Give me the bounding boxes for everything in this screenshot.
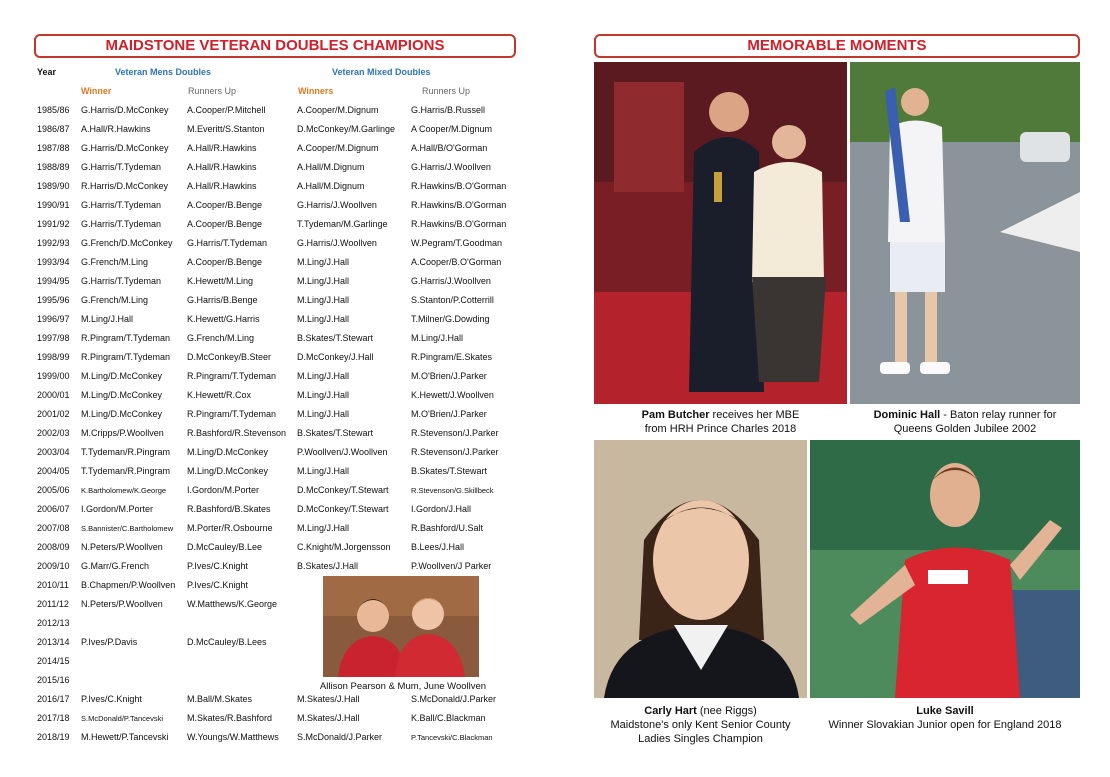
cell-mens-winner: G.Marr/G.French (81, 561, 150, 571)
mixed-runners-up-header: Runners Up (422, 86, 471, 96)
cell-mens-runner-up: A.Hall/R.Hawkins (187, 162, 257, 172)
luke-savill-photo (810, 440, 1080, 698)
cell-mens-runner-up: M.Ling/D.McConkey (187, 466, 269, 476)
cell-mixed-winner: M.Ling/J.Hall (297, 390, 350, 400)
cell-mens-runner-up: W.Matthews/K.George (187, 599, 278, 609)
cell-year: 2002/03 (37, 428, 70, 438)
cell-mens-winner: T.Tydeman/R.Pingram (81, 466, 171, 476)
dominic-hall-photo (850, 62, 1080, 404)
cell-year: 2018/19 (37, 732, 70, 742)
cell-mens-winner: P.Ives/C.Knight (81, 694, 142, 704)
dominic-hall-name: Dominic Hall (873, 409, 941, 421)
carly-hart-caption-text: (nee Riggs) (696, 705, 757, 717)
cell-mens-runner-up: D.McCauley/B.Lees (187, 637, 267, 647)
cell-mixed-winner: D.McConkey/T.Stewart (297, 504, 389, 514)
cell-year: 2001/02 (37, 409, 70, 419)
cell-mens-runner-up: R.Bashford/R.Stevenson (187, 428, 287, 438)
cell-year: 2015/16 (37, 675, 70, 685)
cell-mens-runner-up: W.Youngs/W.Matthews (187, 732, 279, 742)
cell-mixed-runner-up: R.Bashford/U.Salt (411, 523, 484, 533)
cell-mens-runner-up: I.Gordon/M.Porter (187, 485, 260, 495)
dominic-hall-image (850, 62, 1080, 404)
cell-mixed-winner: T.Tydeman/M.Garlinge (297, 219, 388, 229)
cell-mens-winner: P.Ives/P.Davis (81, 637, 138, 647)
cell-mixed-runner-up: P.Tancevski/C.Blackman (411, 733, 493, 742)
cell-mens-winner: G.Harris/D.McConkey (81, 143, 169, 153)
cell-year: 1994/95 (37, 276, 70, 286)
cell-mens-runner-up: R.Pingram/T.Tydeman (187, 371, 277, 381)
cell-mixed-winner: M.Ling/J.Hall (297, 466, 350, 476)
cell-year: 2009/10 (37, 561, 70, 571)
cell-mixed-runner-up: B.Skates/T.Stewart (411, 466, 488, 476)
cell-year: 2010/11 (37, 580, 69, 590)
cell-mixed-runner-up: R.Hawkins/B.O'Gorman (411, 181, 507, 191)
cell-mixed-runner-up: A.Cooper/B.O'Gorman (411, 257, 502, 267)
cell-mens-winner: I.Gordon/M.Porter (81, 504, 154, 514)
cell-mens-winner: K.Bartholomew/K.George (81, 486, 167, 495)
year-header: Year (37, 67, 57, 77)
cell-mixed-runner-up: W.Pegram/T.Goodman (411, 238, 503, 248)
pam-butcher-caption-text: receives her MBE (709, 409, 800, 421)
cell-mens-runner-up: M.Skates/R.Bashford (187, 713, 273, 723)
cell-mens-winner: M.Ling/D.McConkey (81, 371, 163, 381)
cell-mixed-winner: D.McConkey/T.Stewart (297, 485, 389, 495)
cell-mens-runner-up: M.Ball/M.Skates (187, 694, 253, 704)
cell-mixed-winner: D.McConkey/M.Garlinge (297, 124, 396, 134)
cell-mixed-runner-up: G.Harris/J.Woollven (411, 162, 491, 172)
cell-year: 1987/88 (37, 143, 70, 153)
cell-mens-runner-up: A.Hall/R.Hawkins (187, 143, 257, 153)
cell-mixed-winner: G.Harris/J.Woollven (297, 200, 377, 210)
cell-mens-winner: S.McDonald/P.Tancevski (81, 714, 163, 723)
cell-mens-runner-up: M.Ling/D.McConkey (187, 447, 269, 457)
pam-butcher-image (594, 62, 847, 404)
luke-savill-caption-line2: Winner Slovakian Junior open for England 2018 (828, 719, 1062, 731)
cell-mens-runner-up: P.Ives/C.Knight (187, 561, 248, 571)
cell-mens-winner: R.Pingram/T.Tydeman (81, 352, 171, 362)
cell-mixed-runner-up: B.Lees/J.Hall (411, 542, 465, 552)
cell-mens-runner-up: D.McCauley/B.Lee (187, 542, 263, 552)
cell-mixed-runner-up: R.Hawkins/B.O'Gorman (411, 219, 507, 229)
allison-june-photo (323, 576, 479, 677)
carly-hart-caption-line3: Ladies Singles Champion (638, 733, 763, 745)
cell-mixed-runner-up: G.Harris/J.Woollven (411, 276, 491, 286)
cell-mixed-runner-up: M.O'Brien/J.Parker (411, 371, 487, 381)
cell-mixed-winner: P.Woollven/J.Woollven (297, 447, 388, 457)
cell-year: 2003/04 (37, 447, 70, 457)
dominic-hall-caption-line2: Queens Golden Jubilee 2002 (893, 423, 1037, 435)
cell-year: 2008/09 (37, 542, 70, 552)
cell-year: 2004/05 (37, 466, 70, 476)
cell-year: 2016/17 (37, 694, 70, 704)
carly-hart-image (594, 440, 807, 698)
cell-mens-winner: M.Hewett/P.Tancevski (81, 732, 169, 742)
cell-mixed-runner-up: P.Woollven/J Parker (411, 561, 492, 571)
right-page-title: MEMORABLE MOMENTS (594, 34, 1080, 58)
cell-mixed-runner-up: K.Hewett/J.Woollven (411, 390, 494, 400)
cell-mens-winner: G.Harris/T.Tydeman (81, 276, 162, 286)
winner-header: Winner (81, 86, 112, 96)
cell-year: 1988/89 (37, 162, 70, 172)
cell-mens-winner: G.Harris/T.Tydeman (81, 162, 162, 172)
cell-mens-winner: S.Bannister/C.Bartholomew (81, 524, 174, 533)
cell-mixed-winner: B.Skates/J.Hall (297, 561, 359, 571)
cell-year: 1993/94 (37, 257, 70, 267)
cell-mens-runner-up: D.McConkey/B.Steer (187, 352, 272, 362)
cell-mens-winner: G.Harris/D.McConkey (81, 105, 169, 115)
cell-year: 2005/06 (37, 485, 70, 495)
mixed-winners-header: Winners (298, 86, 334, 96)
cell-mens-winner: G.Harris/T.Tydeman (81, 200, 162, 210)
cell-year: 1996/97 (37, 314, 70, 324)
cell-mens-winner: N.Peters/P.Woollven (81, 542, 163, 552)
cell-mixed-winner: C.Knight/M.Jorgensson (297, 542, 391, 552)
cell-mixed-winner: M.Skates/J.Hall (297, 694, 360, 704)
cell-year: 1985/86 (37, 105, 70, 115)
cell-mixed-runner-up: R.Stevenson/G.Skillbeck (411, 486, 494, 495)
cell-mens-winner: M.Ling/J.Hall (81, 314, 134, 324)
cell-mixed-winner: M.Ling/J.Hall (297, 314, 350, 324)
cell-mixed-winner: A.Cooper/M.Dignum (297, 105, 379, 115)
mens-doubles-header: Veteran Mens Doubles (115, 67, 212, 77)
cell-mens-winner: M.Ling/D.McConkey (81, 409, 163, 419)
cell-mixed-winner: M.Ling/J.Hall (297, 371, 350, 381)
cell-mixed-winner: B.Skates/T.Stewart (297, 333, 374, 343)
cell-year: 1999/00 (37, 371, 70, 381)
cell-mixed-winner: M.Ling/J.Hall (297, 257, 350, 267)
left-page-title: MAIDSTONE VETERAN DOUBLES CHAMPIONS (34, 34, 516, 58)
cell-mens-runner-up: A.Cooper/P.Mitchell (187, 105, 266, 115)
cell-mens-winner: G.French/M.Ling (81, 257, 149, 267)
cell-mixed-runner-up: A Cooper/M.Dignum (411, 124, 493, 134)
cell-year: 1989/90 (37, 181, 70, 191)
cell-year: 2011/12 (37, 599, 69, 609)
mixed-doubles-header: Veteran Mixed Doubles (332, 67, 431, 77)
cell-mixed-runner-up: R.Stevenson/J.Parker (411, 428, 499, 438)
cell-mixed-runner-up: R.Stevenson/J.Parker (411, 447, 499, 457)
cell-mens-winner: G.French/M.Ling (81, 295, 149, 305)
dominic-hall-caption-text: - Baton relay runner for (940, 409, 1057, 421)
luke-savill-name: Luke Savill (916, 705, 974, 717)
carly-hart-name: Carly Hart (644, 705, 697, 717)
allison-june-caption: Allison Pearson & Mum, June Woollven (319, 681, 487, 692)
cell-mens-runner-up: M.Porter/R.Osbourne (187, 523, 273, 533)
cell-mixed-runner-up: T.Milner/G.Dowding (411, 314, 490, 324)
cell-year: 2007/08 (37, 523, 70, 533)
cell-year: 1995/96 (37, 295, 70, 305)
cell-mixed-winner: A.Hall/M.Dignum (297, 162, 365, 172)
cell-mixed-runner-up: S.Stanton/P.Cotterrill (411, 295, 494, 305)
dominic-hall-caption (850, 408, 1080, 436)
pam-butcher-photo (594, 62, 847, 404)
cell-mens-winner: R.Pingram/T.Tydeman (81, 333, 171, 343)
cell-mixed-winner: B.Skates/T.Stewart (297, 428, 374, 438)
cell-mens-winner: T.Tydeman/R.Pingram (81, 447, 171, 457)
cell-year: 2014/15 (37, 656, 70, 666)
cell-mixed-winner: M.Ling/J.Hall (297, 295, 350, 305)
cell-mens-runner-up: R.Bashford/B.Skates (187, 504, 271, 514)
cell-mixed-winner: A.Cooper/M.Dignum (297, 143, 379, 153)
cell-mixed-winner: M.Ling/J.Hall (297, 523, 350, 533)
cell-mens-runner-up: A.Hall/R.Hawkins (187, 181, 257, 191)
cell-year: 2000/01 (37, 390, 70, 400)
luke-savill-image (810, 440, 1080, 698)
cell-mixed-runner-up: G.Harris/B.Russell (411, 105, 486, 115)
cell-mens-runner-up: K.Hewett/G.Harris (187, 314, 260, 324)
cell-mens-winner: G.French/D.McConkey (81, 238, 173, 248)
cell-mixed-winner: M.Ling/J.Hall (297, 409, 350, 419)
cell-year: 1998/99 (37, 352, 70, 362)
cell-mixed-winner: G.Harris/J.Woollven (297, 238, 377, 248)
cell-mixed-runner-up: A.Hall/B/O'Gorman (411, 143, 488, 153)
cell-mens-winner: A.Hall/R.Hawkins (81, 124, 151, 134)
cell-year: 1986/87 (37, 124, 70, 134)
cell-year: 1997/98 (37, 333, 70, 343)
cell-mens-runner-up: A.Cooper/B.Benge (187, 200, 263, 210)
cell-mixed-winner: S.McDonald/J.Parker (297, 732, 383, 742)
cell-year: 2013/14 (37, 637, 70, 647)
cell-mixed-winner: M.Ling/J.Hall (297, 276, 350, 286)
cell-mixed-runner-up: R.Pingram/E.Skates (411, 352, 493, 362)
cell-year: 2012/13 (37, 618, 70, 628)
cell-year: 1992/93 (37, 238, 70, 248)
cell-mens-runner-up: P.Ives/C.Knight (187, 580, 248, 590)
pam-butcher-caption (594, 408, 847, 436)
carly-hart-caption-line2: Maidstone's only Kent Senior County (610, 719, 791, 731)
cell-mens-runner-up: K.Hewett/R.Cox (187, 390, 252, 400)
cell-mixed-runner-up: M.Ling/J.Hall (411, 333, 464, 343)
cell-mens-runner-up: G.Harris/B.Benge (187, 295, 258, 305)
cell-mixed-winner: A.Hall/M.Dignum (297, 181, 365, 191)
cell-mens-runner-up: M.Everitt/S.Stanton (187, 124, 265, 134)
carly-hart-photo (594, 440, 807, 698)
allison-june-image (323, 576, 479, 677)
cell-mixed-runner-up: R.Hawkins/B.O'Gorman (411, 200, 507, 210)
cell-mixed-runner-up: I.Gordon/J.Hall (411, 504, 472, 514)
pam-butcher-caption-line2: from HRH Prince Charles 2018 (644, 423, 797, 435)
cell-mixed-winner: D.McConkey/J.Hall (297, 352, 374, 362)
cell-mixed-runner-up: K.Ball/C.Blackman (411, 713, 486, 723)
cell-mens-winner: M.Ling/D.McConkey (81, 390, 163, 400)
cell-year: 2017/18 (37, 713, 70, 723)
cell-mens-winner: B.Chapmen/P.Woollven (81, 580, 176, 590)
cell-mens-runner-up: G.French/M.Ling (187, 333, 255, 343)
cell-year: 1990/91 (37, 200, 70, 210)
cell-mens-winner: G.Harris/T.Tydeman (81, 219, 162, 229)
cell-mens-runner-up: K.Hewett/M.Ling (187, 276, 254, 286)
runners-up-header: Runners Up (188, 86, 237, 96)
cell-year: 2006/07 (37, 504, 70, 514)
cell-mixed-runner-up: M.O'Brien/J.Parker (411, 409, 487, 419)
carly-hart-caption (594, 704, 807, 746)
cell-mens-winner: N.Peters/P.Woollven (81, 599, 163, 609)
pam-butcher-name: Pam Butcher (641, 409, 710, 421)
cell-mens-runner-up: R.Pingram/T.Tydeman (187, 409, 277, 419)
cell-mens-runner-up: G.Harris/T.Tydeman (187, 238, 268, 248)
cell-mens-winner: R.Harris/D.McConkey (81, 181, 169, 191)
cell-mens-runner-up: A.Cooper/B.Benge (187, 257, 263, 267)
cell-mens-runner-up: A.Cooper/B.Benge (187, 219, 263, 229)
luke-savill-caption (810, 704, 1080, 732)
cell-mixed-winner: M.Skates/J.Hall (297, 713, 360, 723)
cell-mixed-runner-up: S.McDonald/J.Parker (411, 694, 497, 704)
cell-mens-winner: M.Cripps/P.Woollven (81, 428, 164, 438)
cell-year: 1991/92 (37, 219, 70, 229)
